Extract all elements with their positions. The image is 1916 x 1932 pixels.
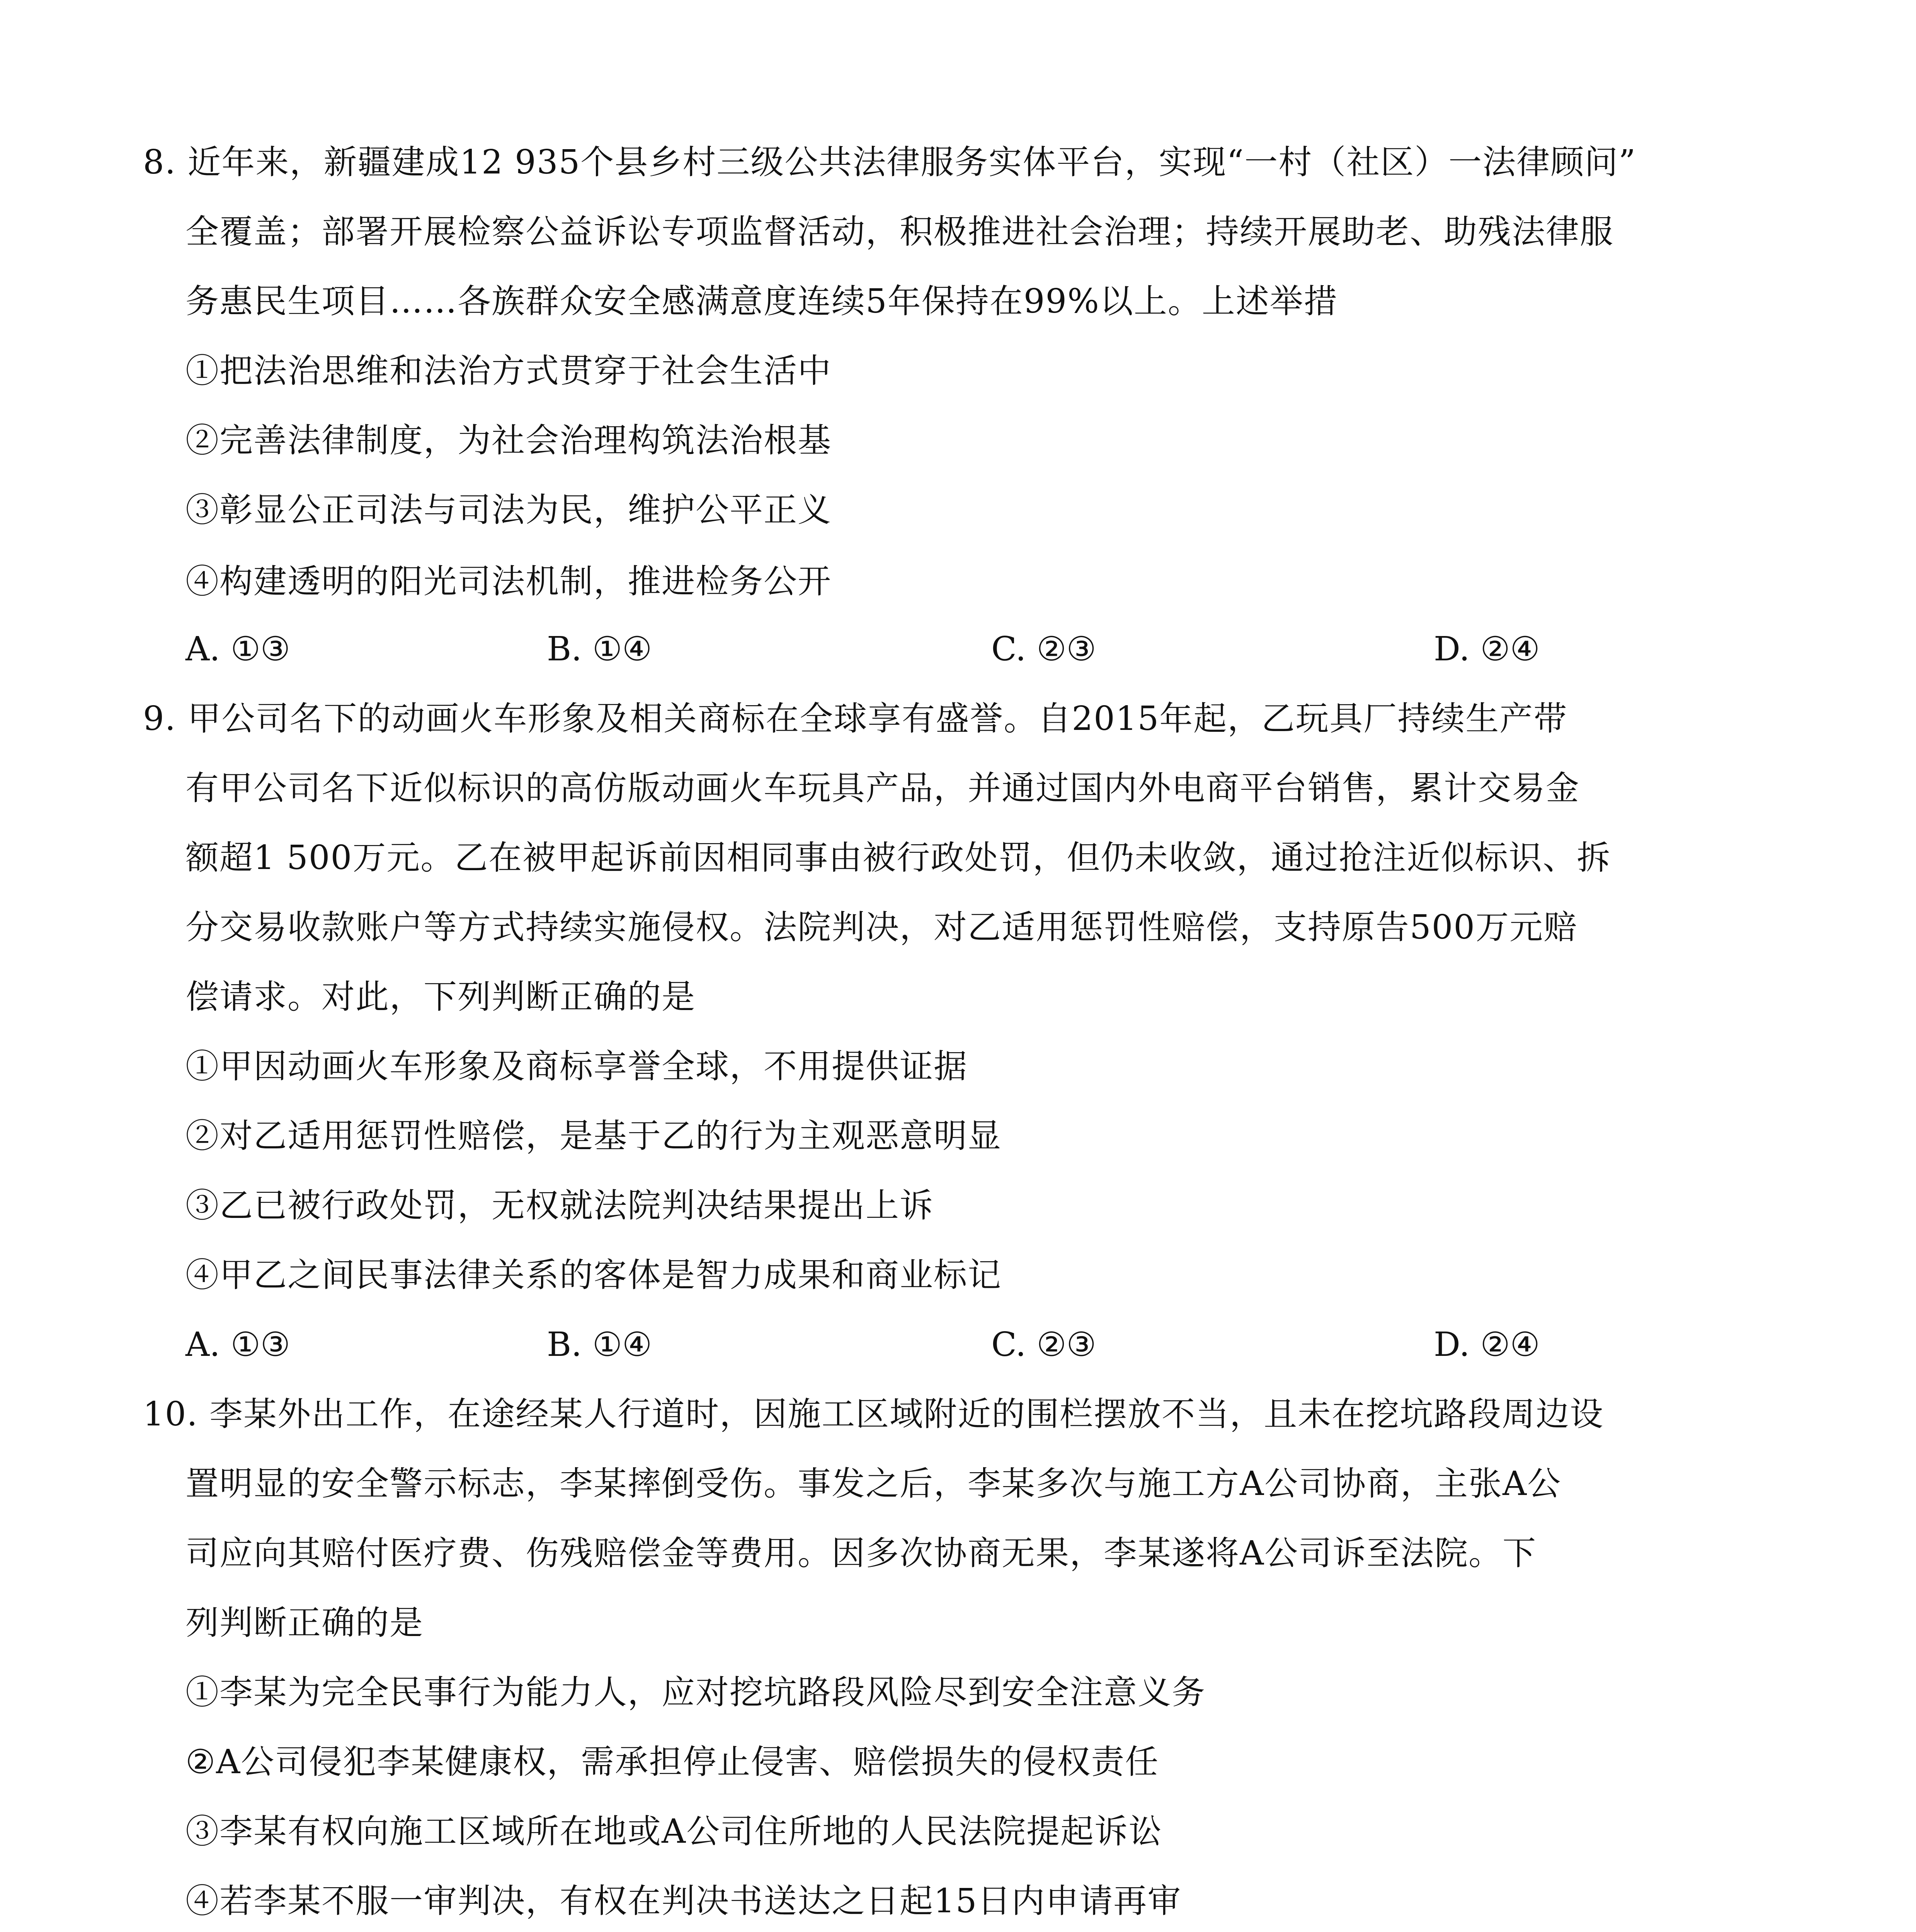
question-10-line-3: 司应向其赔付医疗费、伤残赔偿金等费用。因多次协商无果，李某遂将A公司诉至法院。下 <box>185 1534 1537 1573</box>
question-8-item-4: ④构建透明的阳光司法机制，推进检务公开 <box>185 562 832 601</box>
question-8-option-b: B. ①④ <box>547 630 652 668</box>
question-8-line-3: 务惠民生项目……各族群众安全感满意度连续5年保持在99%以上。上述举措 <box>185 282 1338 321</box>
question-9-line-2: 有甲公司名下近似标识的高仿版动画火车玩具产品，并通过国内外电商平台销售，累计交易金 <box>185 769 1580 808</box>
question-9-line-1: 9. 甲公司名下的动画火车形象及相关商标在全球享有盛誉。自2015年起，乙玩具厂持续生产带 <box>143 699 1568 738</box>
question-8-option-a: A. ①③ <box>185 630 290 668</box>
question-10-item-3: ③李某有权向施工区域所在地或A公司住所地的人民法院提起诉讼 <box>185 1812 1163 1851</box>
question-9-line-4: 分交易收款账户等方式持续实施侵权。法院判决，对乙适用惩罚性赔偿，支持原告500万元赔 <box>185 908 1578 947</box>
question-9-option-c: C. ②③ <box>991 1325 1096 1364</box>
question-9-item-3: ③乙已被行政处罚，无权就法院判决结果提出上诉 <box>185 1186 934 1225</box>
question-8-line-1: 8. 近年来，新疆建成12 935个县乡村三级公共法律服务实体平台，实现“一村（社区）一法律顾问” <box>143 143 1637 182</box>
question-8-line-2: 全覆盖；部署开展检察公益诉讼专项监督活动，积极推进社会治理；持续开展助老、助残法律服 <box>185 213 1614 251</box>
question-9-item-2: ②对乙适用惩罚性赔偿，是基于乙的行为主观恶意明显 <box>185 1117 1002 1155</box>
question-9-item-4: ④甲乙之间民事法律关系的客体是智力成果和商业标记 <box>185 1256 1002 1294</box>
question-10-item-2: ②A公司侵犯李某健康权，需承担停止侵害、赔偿损失的侵权责任 <box>185 1743 1159 1781</box>
question-9-line-5: 偿请求。对此，下列判断正确的是 <box>185 978 696 1016</box>
question-8-item-3: ③彰显公正司法与司法为民，维护公平正义 <box>185 491 832 529</box>
question-8-item-1: ①把法治思维和法治方式贯穿于社会生活中 <box>185 352 832 390</box>
question-8-option-c: C. ②③ <box>991 630 1096 668</box>
question-10-line-4: 列判断正确的是 <box>185 1604 424 1642</box>
question-10-item-1: ①李某为完全民事行为能力人，应对挖坑路段风险尽到安全注意义务 <box>185 1673 1206 1712</box>
question-9-option-b: B. ①④ <box>547 1325 652 1364</box>
question-10-line-1: 10. 李某外出工作，在途经某人行道时，因施工区域附近的围栏摆放不当，且未在挖坑路段周边设 <box>143 1395 1604 1434</box>
question-10-item-4: ④若李某不服一审判决，有权在判决书送达之日起15日内申请再审 <box>185 1882 1182 1920</box>
question-8-option-d: D. ②④ <box>1434 630 1540 668</box>
question-9-item-1: ①甲因动画火车形象及商标享誉全球，不用提供证据 <box>185 1047 968 1086</box>
question-9-line-3: 额超1 500万元。乙在被甲起诉前因相同事由被行政处罚，但仍未收敛，通过抢注近似标识、拆 <box>185 838 1611 877</box>
question-8-item-2: ②完善法律制度，为社会治理构筑法治根基 <box>185 421 832 460</box>
question-9-option-d: D. ②④ <box>1434 1325 1540 1364</box>
question-10-line-2: 置明显的安全警示标志，李某摔倒受伤。事发之后，李某多次与施工方A公司协商，主张A公 <box>185 1464 1562 1503</box>
question-9-option-a: A. ①③ <box>185 1325 290 1364</box>
